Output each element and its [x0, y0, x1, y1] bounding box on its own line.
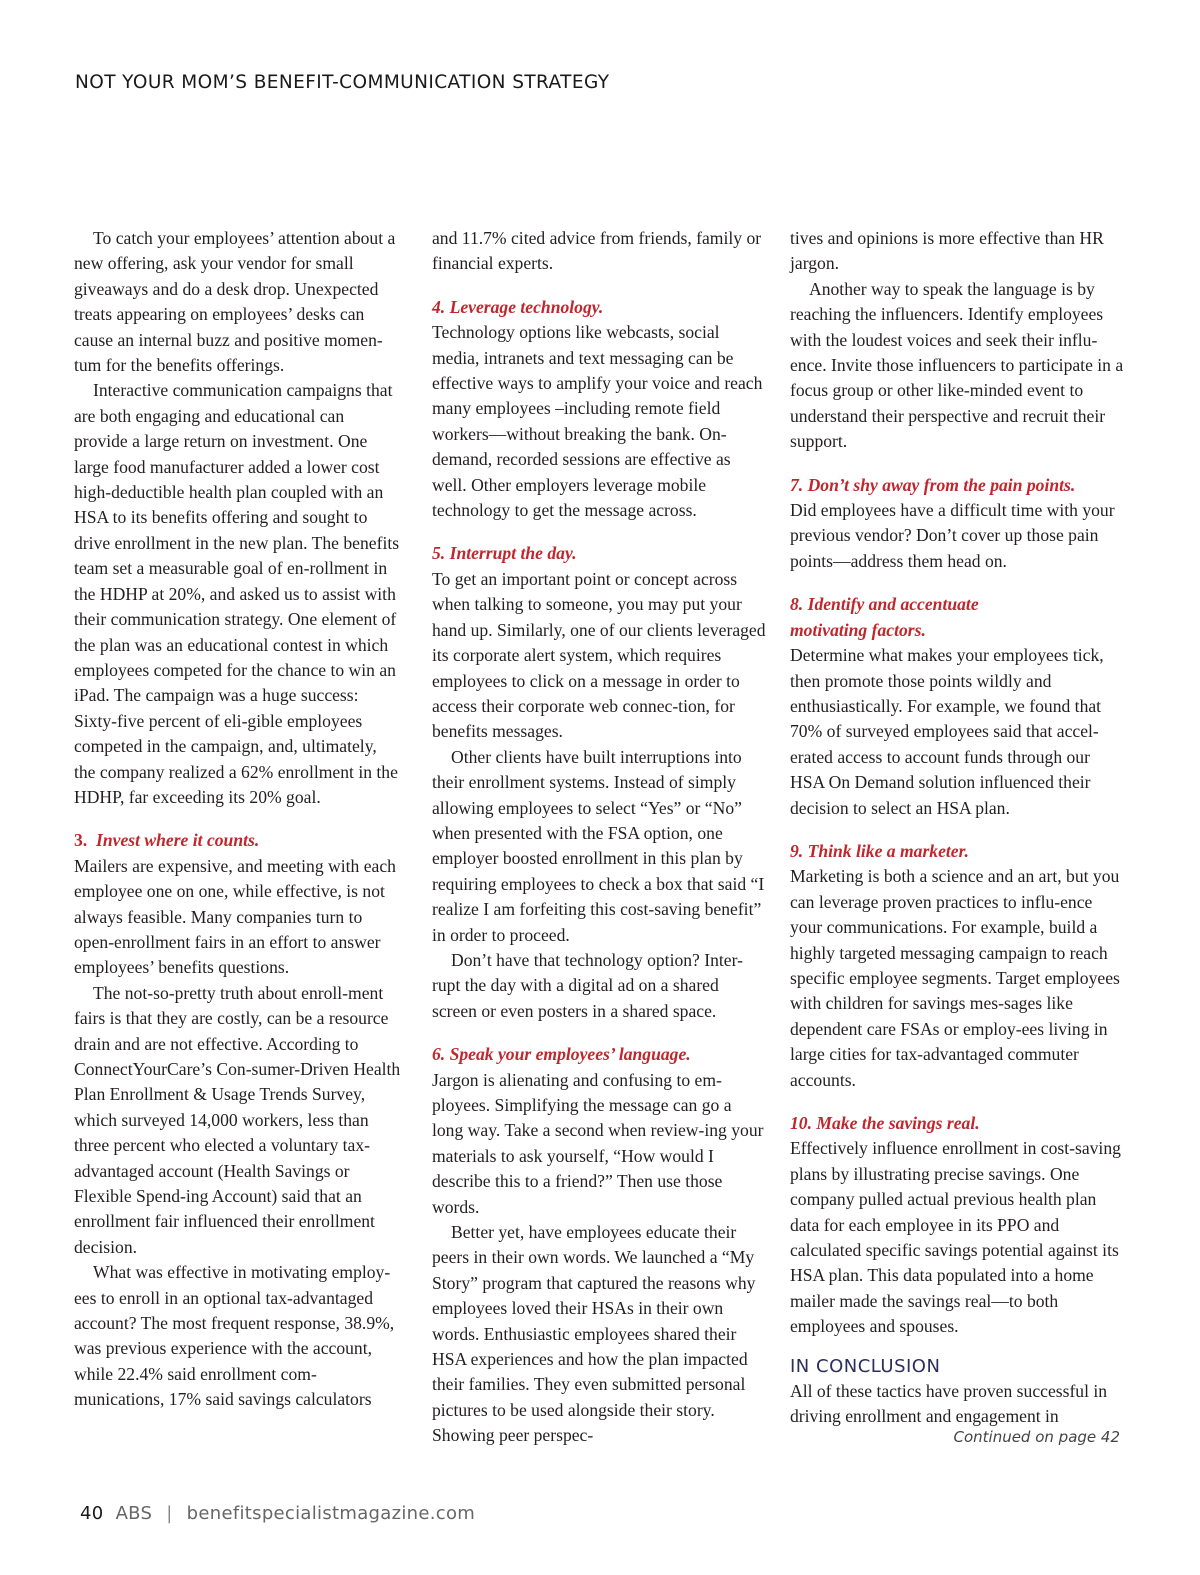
conclusion-heading: IN CONCLUSION	[790, 1355, 941, 1377]
subheading-think-like-a-marketer: 9. Think like a marketer.	[790, 840, 969, 861]
subheading-make-the-savings-real: 10. Make the savings real.	[790, 1113, 980, 1133]
paragraph: and 11.7% cited advice from friends, family or financial experts.	[432, 228, 762, 274]
paragraph: Marketing is both a science and an art, but you can leverage proven practices to influ-ence your communications. For example, build a highly targeted messaging campaign to reach specific employee segments. Target employees with children for savings mes-sages like dependent care FSAs or employ-ees living in large cities for tax-advantaged commuter accounts.	[790, 866, 1120, 1090]
footer-separator: |	[166, 1503, 173, 1524]
paragraph: tives and opinions is more effective than HR jargon.	[790, 228, 1104, 274]
subheading-number: 3.	[74, 830, 88, 851]
paragraph: Interactive communication campaigns that are both engaging and educational can provide a large return on investment. One large food manufacturer added a lower cost high-deductible health plan coupled with an HSA to its benefits offering and sought to drive enrollment in the new plan. The benefits team set a measurable goal of en-rollment in the HDHP at 20%, and asked us to assist with their communication strategy. One element of the plan was an educational contest in which employees competed for the chance to win an iPad. The campaign was a huge success: Sixty-five percent of eli-gible employees competed in the campaign, and, ultimately, the company realized a 62% enrollment in the HDHP, far exceeding its 20% goal.	[74, 380, 400, 807]
subheading-invest-where-it-counts	[74, 810, 402, 853]
article-column-1	[74, 226, 402, 1413]
paragraph: Technology options like webcasts, social media, intranets and text messaging can be effective ways to amplify your voice and reach many employees –including remote field workers—without breaking the bank. On-demand, recorded sessions are effective as well. Other employers leverage mobile technology to get the message across.	[432, 322, 763, 521]
subheading-speak-your-employees-language: 6. Speak your employees’ language.	[432, 1044, 691, 1065]
paragraph: The not-so-pretty truth about enroll-ment fairs is that they are costly, can be a resource drain and are not effective. According to ConnectYourCare’s Con-sumer-Driven Health Plan Enrollment & Usage Trends Survey, which surveyed 14,000 workers, less than three percent who elected a voluntary tax-advantaged account (Health Savings or Flexible Spend-ing Account) said that an enrollment fair influenced their enrollment decision.	[74, 982, 401, 1257]
page-footer	[80, 1503, 475, 1524]
paragraph: All of these tactics have proven successful in driving enrollment and engagement in	[790, 1381, 1108, 1427]
paragraph: Did employees have a difficult time with your previous vendor? Don’t cover up those pain points—address them head on.	[790, 500, 1115, 571]
paragraph: To catch your employees’ attention about a new offering, ask your vendor for small giveaways and do a desk drop. Unexpected treats appearing on employees’ desks can cause an internal buzz and positive momen-tum for the benefits offerings.	[74, 228, 396, 376]
paragraph: What was effective in motivating employ-ees to enroll in an optional tax-advantaged account? The most frequent response, 38.9%, was previous experience with the account, while 22.4% said enrollment com-munications, 17% said savings calculators	[74, 1262, 395, 1410]
paragraph: Don’t have that technology option? Inter-rupt the day with a digital ad on a shared screen or even posters in a shared space.	[432, 949, 743, 1021]
website-url[interactable]: benefitspecialistmagazine.com	[186, 1503, 476, 1524]
subheading-leverage-technology: 4. Leverage technology.	[432, 296, 604, 317]
paragraph: Jargon is alienating and confusing to em-ployees. Simplifying the message can go a long way. Take a second when review-ing your materials to ask yourself, “How would I describe this to a friend?” Then use those words.	[432, 1069, 764, 1217]
subheading-pain-points: 7. Don’t shy away from the pain points.	[790, 474, 1076, 495]
paragraph: Another way to speak the language is by reaching the influencers. Identify employees with the loudest voices and seek their influ-ence. Invite those influencers to participate in a focus group or other like-minded event to understand their perspective and recruit their support.	[790, 278, 1124, 452]
subheading-interrupt-the-day: 5. Interrupt the day.	[432, 543, 577, 564]
paragraph: Determine what makes your employees tick, then promote those points wildly and enthusiastically. For example, we found that 70% of surveyed employees said that accel-erated access to account funds through our HSA On Demand solution influenced their decision to select an HSA plan.	[790, 645, 1104, 818]
page-number: 40	[80, 1503, 104, 1524]
paragraph: Effectively influence enrollment in cost-saving plans by illustrating precise savings. One company pulled actual previous health plan data for each employee in its PPO and calculated specific savings potential against its HSA plan. This data populated into a home mailer made the savings real—to both employees and spouses.	[790, 1138, 1121, 1337]
article-column-2	[432, 226, 766, 1449]
continued-on-page-link[interactable]: Continued on page 42	[953, 1428, 1120, 1446]
publication-abbreviation: ABS	[115, 1503, 153, 1524]
paragraph: Other clients have built interruptions into their enrollment systems. Instead of simply allowing employees to select “Yes” or “No” when presented with the FSA option, one employer boosted enrollment in this plan by requiring employees to check a box that said “I realize I am forfeiting this cost-saving benefit” in order to proceed.	[432, 746, 765, 945]
paragraph: To get an important point or concept across when talking to someone, you may put your hand up. Similarly, one of our clients leveraged its corporate alert system, which requires employees to click on a message in order to access their corporate web connec-tion, for benefits messages.	[432, 568, 766, 742]
running-head-title: NOT YOUR MOM’S BENEFIT-COMMUNICATION STRATEGY	[75, 72, 610, 93]
paragraph: Better yet, have employees educate their peers in their own words. We launched a “My Story” program that captured the reasons why employees loved their HSAs in their own words. Enthusiastic employees shared their HSA experiences and how the plan impacted their families. They even submitted personal pictures to be used alongside their story. Showing peer perspec-	[432, 1222, 756, 1446]
paragraph: Mailers are expensive, and meeting with each employee one on one, while effective, is not always feasible. Many companies turn to open-enrollment fairs in an effort to answer employees’ benefits questions.	[74, 855, 396, 978]
article-column-3	[790, 226, 1124, 1430]
subheading-text: Invest where it counts.	[96, 830, 260, 851]
subheading-motivating-factors: 8. Identify and accentuate motivating factors.	[790, 594, 979, 640]
